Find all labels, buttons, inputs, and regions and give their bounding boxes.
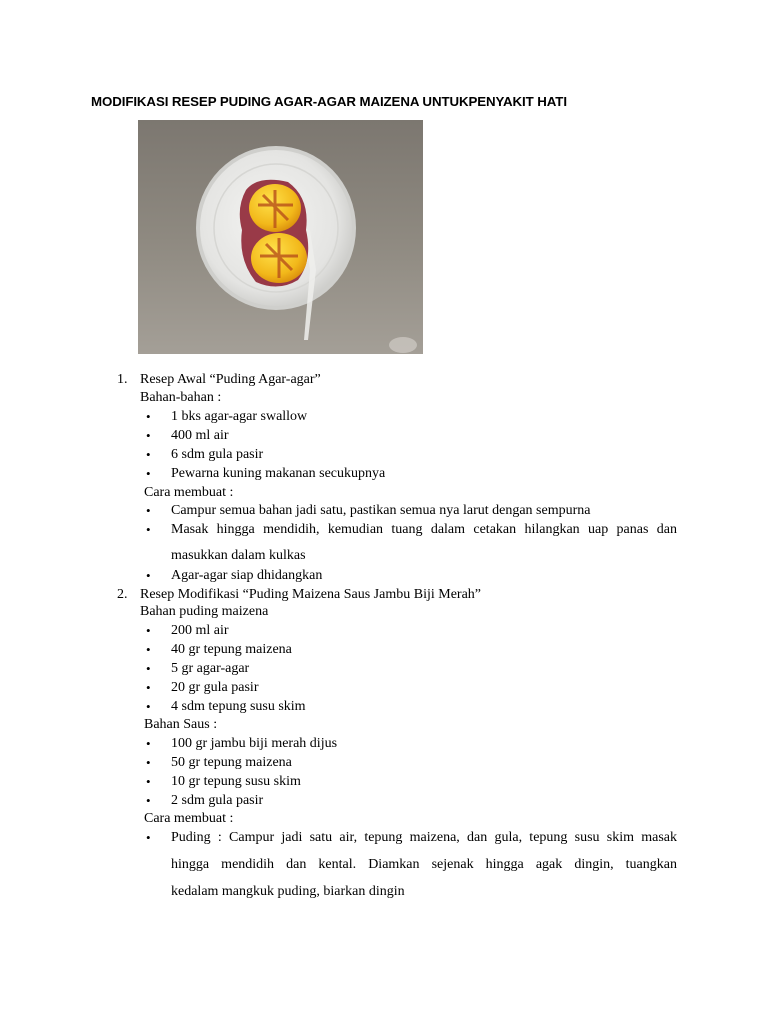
- list-item: 2 sdm gula pasir: [171, 793, 264, 808]
- bullet: •: [146, 699, 151, 714]
- bullet: •: [146, 522, 151, 537]
- bullet: •: [146, 755, 151, 770]
- recipe1-ingredients-label: Bahan-bahan :: [140, 390, 222, 405]
- bullet: •: [146, 409, 151, 424]
- list-item: 10 gr tepung susu skim: [171, 774, 301, 789]
- recipe2-sauce-label: Bahan Saus :: [144, 717, 218, 732]
- recipe2-pudding-label: Bahan puding maizena: [140, 604, 269, 619]
- list-item: 1 bks agar-agar swallow: [171, 409, 308, 424]
- list-item: 40 gr tepung maizena: [171, 642, 292, 657]
- list-item: Pewarna kuning makanan secukupnya: [171, 466, 386, 481]
- list-item: 5 gr agar-agar: [171, 661, 250, 676]
- bullet: •: [146, 428, 151, 443]
- bullet: •: [146, 466, 151, 481]
- list-item-continuation: kedalam mangkuk puding, biarkan dingin: [171, 884, 405, 899]
- recipe2-method-label: Cara membuat :: [144, 811, 234, 826]
- list-item: 4 sdm tepung susu skim: [171, 699, 306, 714]
- list-item: 400 ml air: [171, 428, 229, 443]
- bullet: •: [146, 661, 151, 676]
- list-item: Campur semua bahan jadi satu, pastikan semua nya larut dengan sempurna: [171, 503, 591, 518]
- pudding-photo: [138, 120, 423, 354]
- bullet: •: [146, 503, 151, 518]
- list-item-continuation: masukkan dalam kulkas: [171, 548, 306, 563]
- list-item: 100 gr jambu biji merah dijus: [171, 736, 338, 751]
- list-item: 200 ml air: [171, 623, 229, 638]
- list-item: 6 sdm gula pasir: [171, 447, 264, 462]
- bullet: •: [146, 623, 151, 638]
- recipe1-number: 1.: [117, 372, 128, 387]
- recipe2-heading: Resep Modifikasi “Puding Maizena Saus Jambu Biji Merah”: [140, 587, 481, 602]
- recipe1-method-label: Cara membuat :: [144, 485, 234, 500]
- bullet: •: [146, 642, 151, 657]
- bullet: •: [146, 774, 151, 789]
- list-item: 50 gr tepung maizena: [171, 755, 292, 770]
- bullet: •: [146, 793, 151, 808]
- bullet: •: [146, 830, 151, 845]
- list-item: Masak hingga mendidih, kemudian tuang dalam cetakan hilangkan uap panas dan: [171, 522, 677, 537]
- list-item: Agar-agar siap dhidangkan: [171, 568, 323, 583]
- list-item: Puding : Campur jadi satu air, tepung maizena, dan gula, tepung susu skim masak: [171, 830, 677, 845]
- list-item-continuation: hingga mendidih dan kental. Diamkan sejenak hingga agak dingin, tuangkan: [171, 857, 677, 872]
- bullet: •: [146, 736, 151, 751]
- bullet: •: [146, 680, 151, 695]
- bullet: •: [146, 568, 151, 583]
- bullet: •: [146, 447, 151, 462]
- recipe2-number: 2.: [117, 587, 128, 602]
- list-item: 20 gr gula pasir: [171, 680, 259, 695]
- recipe1-heading: Resep Awal “Puding Agar-agar”: [140, 372, 321, 387]
- document-title: MODIFIKASI RESEP PUDING AGAR-AGAR MAIZENA UNTUKPENYAKIT HATI: [91, 94, 567, 109]
